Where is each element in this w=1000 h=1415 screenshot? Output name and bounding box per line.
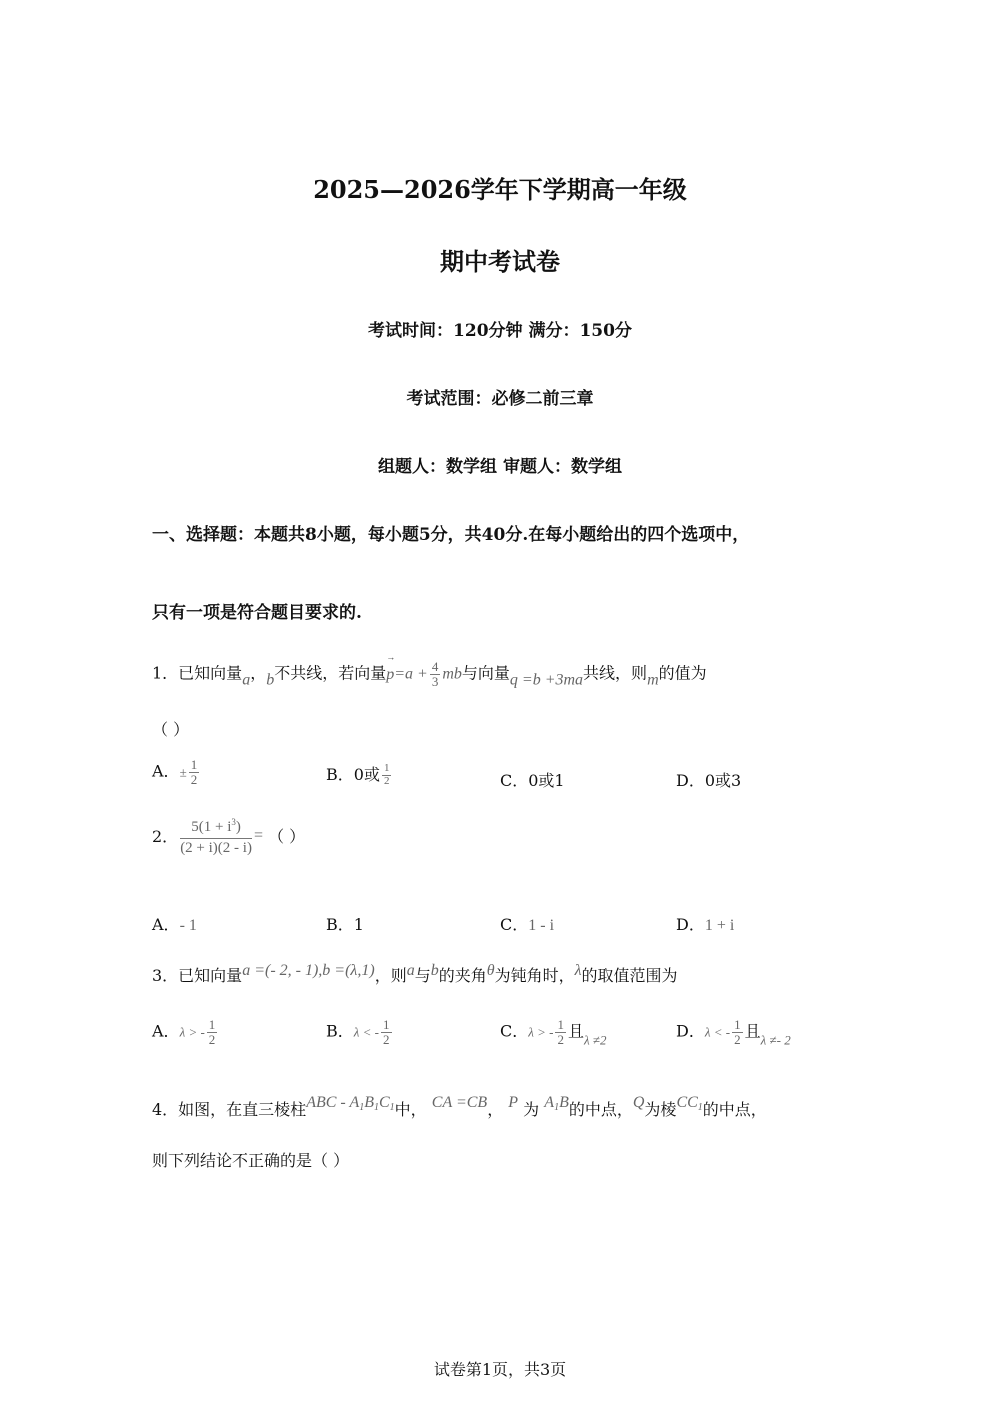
q1-text-a: 1．已知向量 [152, 663, 243, 683]
q2-numerator [180, 818, 252, 839]
q3-option-d-num: 1 [734, 1017, 741, 1032]
q4-text-d: 为 [523, 1100, 540, 1119]
q2-option-a [152, 912, 197, 935]
q1-frac-num: 4 [431, 659, 439, 674]
q1-option-a-label: A． [152, 761, 180, 781]
q1-option-b [326, 762, 393, 788]
q4-prism-3: C [379, 1094, 390, 1111]
q2-option-c-label: C． [500, 915, 529, 934]
q3-vector-b: b [430, 962, 439, 979]
q3-option-d-den: 2 [734, 1031, 741, 1047]
q1-text-c: 不共线，若向量 [274, 663, 387, 683]
q1-fraction [430, 660, 441, 688]
q3-option-b [326, 1018, 394, 1046]
q3-option-a-frac [207, 1018, 218, 1046]
q1-answer-paren: （ ） [152, 720, 190, 739]
q3-lambda: λ [574, 962, 582, 979]
q3-option-a-expr: λ > - [179, 1024, 205, 1040]
q4-prism [306, 1094, 394, 1111]
q1-p-expr-1: =a + [394, 665, 428, 683]
q3-text-d: 的夹角 [438, 966, 487, 985]
question-1 [152, 660, 707, 690]
q2-option-d-label: D． [676, 915, 705, 934]
q3-option-c-cond: λ ≠2 [584, 1032, 607, 1048]
q1-text-f: 的值为 [658, 663, 707, 683]
q3-option-d-label: D． [676, 1021, 705, 1041]
q2-option-a-label: A． [152, 915, 180, 934]
q2-num-close: ) [235, 819, 241, 835]
q1-option-b-label: B．0或 [326, 765, 380, 784]
q3-option-b-den: 2 [383, 1031, 390, 1047]
exam-title: 2025—2026学年下学期高一年级 [313, 175, 687, 204]
q1-p-expr-2: mb [442, 665, 462, 683]
q4-prism-sub2: 1 [374, 1102, 379, 1113]
q4-prism-sub3: 1 [389, 1102, 395, 1113]
q3-text-e: 为钝角时， [494, 966, 575, 985]
q1-q-expr: q =b +3ma [509, 671, 584, 689]
q1-text-b: ， [250, 663, 267, 683]
q3-option-d-expr: λ < - [704, 1024, 731, 1040]
q2-option-c-value: 1 - i [528, 917, 555, 934]
q4-a1b-2: B [559, 1094, 569, 1111]
q1-option-b-den: 2 [383, 775, 390, 787]
q4-text-f: 为棱 [644, 1100, 677, 1119]
q2-answer-paren: （ ） [268, 826, 306, 846]
q1-option-d: D．0或3 [676, 771, 742, 790]
q2-option-b: B．1 [326, 915, 364, 934]
question-4 [152, 1094, 767, 1120]
q1-text-e: 共线，则 [583, 663, 648, 683]
q3-option-c [500, 1018, 607, 1049]
q3-text-a: 3．已知向量 [152, 966, 243, 985]
q3-text-b: ，则 [374, 966, 407, 985]
q1-option-c: C．0或1 [500, 771, 565, 790]
q4-cc1-main: CC [676, 1094, 698, 1111]
q2-num-text: 5(1 + i [191, 819, 232, 835]
q3-option-d-and: 且 [744, 1021, 761, 1041]
q4-point-p: P [508, 1094, 519, 1111]
q1-vector-a: a [242, 671, 251, 689]
exam-authors-line: 组题人：数学组 审题人：数学组 [378, 457, 622, 477]
question-2 [152, 818, 305, 857]
q4-cc1 [676, 1094, 702, 1111]
q4-text-e: 的中点， [568, 1100, 633, 1119]
q2-denominator: (2 + i)(2 - i) [180, 839, 252, 856]
q1-option-a [152, 758, 201, 786]
q3-option-c-expr: λ > - [528, 1024, 554, 1040]
q3-option-a-num: 1 [208, 1017, 216, 1032]
q3-option-a-den: 2 [208, 1031, 216, 1047]
q2-label: 2． [152, 826, 179, 846]
question-3 [152, 962, 678, 986]
q1-text-d: 与向量 [461, 663, 510, 683]
q3-option-b-frac [381, 1018, 392, 1046]
q4-prism-2: B [364, 1094, 374, 1111]
q4-ca-cb: CA =CB [431, 1094, 488, 1111]
q3-vectors: a =(- 2, - 1),b =(λ,1) [242, 962, 375, 979]
q3-text-c: 与 [414, 966, 431, 985]
q1-option-b-frac [382, 763, 392, 787]
q1-vector-p: → p [386, 666, 394, 684]
q2-option-d [676, 912, 734, 935]
q1-option-a-num: 1 [190, 757, 198, 772]
q3-option-d-cond: λ ≠- 2 [760, 1032, 791, 1048]
q4-text-g: 的中点， [702, 1100, 767, 1119]
q3-option-b-label: B． [326, 1021, 354, 1041]
q4-point-q: Q [632, 1094, 645, 1111]
q4-text-a: 4．如图，在直三棱柱 [152, 1100, 307, 1119]
exam-subtitle: 期中考试卷 [440, 247, 560, 276]
q3-vector-a: a [406, 962, 415, 979]
q1-option-a-sign: ± [179, 764, 187, 780]
q4-a1b-sub: 1 [554, 1102, 560, 1113]
q3-theta: θ [486, 962, 495, 979]
q4-prism-sub1: 1 [359, 1102, 365, 1113]
q4-text-b: 中， [394, 1100, 427, 1119]
q2-num-sup: 3 [231, 817, 236, 827]
exam-scope-line: 考试范围：必修二前三章 [406, 389, 594, 409]
q3-option-c-and: 且 [567, 1021, 584, 1041]
q3-option-a-label: A． [152, 1021, 180, 1041]
q4-a1b-1: A [544, 1094, 555, 1111]
q3-option-b-num: 1 [383, 1017, 390, 1032]
q3-option-a [152, 1018, 219, 1046]
q2-option-c [500, 912, 554, 935]
q3-option-c-frac [555, 1018, 566, 1046]
q4-text-c: ， [487, 1100, 504, 1119]
q3-text-f: 的取值范围为 [581, 966, 678, 985]
q1-vector-b: b [266, 671, 275, 689]
q4-cc1-sub: 1 [697, 1102, 703, 1113]
q1-option-a-den: 2 [190, 771, 198, 787]
q3-option-c-label: C． [500, 1021, 529, 1041]
exam-time-line: 考试时间：120分钟 满分：150分 [368, 321, 632, 341]
q3-option-c-num: 1 [557, 1017, 564, 1032]
q3-option-d-frac [732, 1018, 743, 1046]
q2-option-d-value: 1 + i [704, 917, 735, 934]
section-heading-line2: 只有一项是符合题目要求的. [152, 603, 362, 623]
q1-option-b-num: 1 [383, 762, 390, 775]
q3-option-c-den: 2 [557, 1031, 564, 1047]
q2-equals: = [253, 826, 263, 844]
q1-option-a-frac [189, 758, 200, 786]
q1-frac-den: 3 [431, 673, 439, 689]
q2-fraction [180, 818, 252, 857]
q3-option-b-expr: λ < - [353, 1024, 379, 1040]
q4-prism-1: ABC - A [306, 1094, 360, 1111]
q4-a1b [544, 1094, 569, 1111]
section-heading-line1: 一、选择题：本题共8小题，每小题5分，共40分.在每小题给出的四个选项中， [152, 525, 750, 545]
q4-line-2: 则下列结论不正确的是（ ） [152, 1151, 350, 1170]
q3-option-d [676, 1018, 791, 1049]
q2-option-a-value: - 1 [179, 917, 197, 934]
page-footer: 试卷第1页，共3页 [433, 1360, 567, 1379]
q1-m: m [647, 671, 659, 689]
